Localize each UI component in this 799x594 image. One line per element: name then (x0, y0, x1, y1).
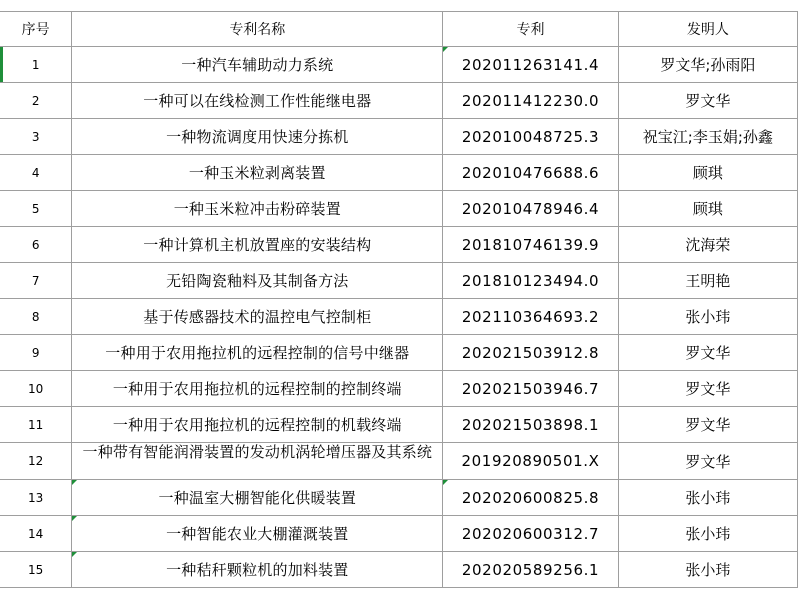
cell-no[interactable]: 14 (0, 516, 72, 552)
cell-patent-number[interactable]: 202021503898.1 (443, 407, 618, 443)
cell-patent-name[interactable]: 基于传感器技术的温控电气控制柜 (72, 299, 443, 335)
cell-inventor[interactable]: 罗文华 (618, 83, 797, 119)
cell-inventor[interactable]: 张小玮 (618, 552, 797, 588)
patent-table (0, 11, 798, 588)
cell-no[interactable]: 7 (0, 263, 72, 299)
cell-patent-name[interactable] (72, 443, 443, 480)
table-row (0, 335, 798, 371)
table-row (0, 552, 798, 588)
cell-inventor[interactable]: 祝宝江;李玉娟;孙鑫 (618, 119, 797, 155)
cell-patent-name[interactable]: 一种用于农用拖拉机的远程控制的机载终端 (72, 407, 443, 443)
cell-comment-indicator (72, 552, 77, 557)
cell-inventor[interactable]: 罗文华;孙雨阳 (618, 47, 797, 83)
cell-patent-number[interactable]: 201920890501.X (443, 443, 618, 480)
cell-inventor[interactable]: 罗文华 (618, 443, 797, 480)
cell-comment-indicator (72, 516, 77, 521)
cell-inventor[interactable]: 罗文华 (618, 371, 797, 407)
table-row (0, 263, 798, 299)
cell-patent-number[interactable]: 202020589256.1 (443, 552, 618, 588)
cell-inventor[interactable]: 张小玮 (618, 480, 797, 516)
header-cell-no[interactable]: 序号 (0, 12, 72, 47)
cell-patent-number[interactable]: 202020600825.8 (443, 480, 618, 516)
cell-comment-indicator (443, 47, 448, 52)
cell-inventor[interactable]: 罗文华 (618, 407, 797, 443)
cell-patent-name[interactable]: 一种可以在线检测工作性能继电器 (72, 83, 443, 119)
cell-patent-number[interactable]: 202021503946.7 (443, 371, 618, 407)
cell-no[interactable]: 13 (0, 480, 72, 516)
table-row (0, 443, 798, 480)
cell-patent-name[interactable]: 一种用于农用拖拉机的远程控制的控制终端 (72, 371, 443, 407)
table-row (0, 516, 798, 552)
cell-patent-name[interactable]: 一种物流调度用快速分拣机 (72, 119, 443, 155)
cell-no[interactable]: 1 (0, 47, 72, 83)
table-row (0, 299, 798, 335)
cell-patent-number[interactable]: 202011412230.0 (443, 83, 618, 119)
cell-inventor[interactable]: 罗文华 (618, 335, 797, 371)
table-row (0, 371, 798, 407)
table-row (0, 227, 798, 263)
table-row (0, 119, 798, 155)
table-row (0, 480, 798, 516)
cell-patent-name[interactable]: 一种计算机主机放置座的安装结构 (72, 227, 443, 263)
header-cell-name[interactable]: 专利名称 (72, 12, 443, 47)
cell-inventor[interactable]: 顾琪 (618, 155, 797, 191)
cell-no[interactable]: 8 (0, 299, 72, 335)
cell-patent-number[interactable]: 202010476688.6 (443, 155, 618, 191)
cell-inventor[interactable]: 顾琪 (618, 191, 797, 227)
cell-no[interactable]: 3 (0, 119, 72, 155)
cell-no[interactable]: 4 (0, 155, 72, 191)
cell-no[interactable]: 6 (0, 227, 72, 263)
cell-patent-name[interactable]: 一种玉米粒剥离装置 (72, 155, 443, 191)
cell-patent-name[interactable]: 无铅陶瓷釉料及其制备方法 (72, 263, 443, 299)
cell-patent-number[interactable]: 201810123494.0 (443, 263, 618, 299)
cell-no[interactable]: 12 (0, 443, 72, 480)
cell-no[interactable]: 15 (0, 552, 72, 588)
table-row (0, 155, 798, 191)
cell-patent-number[interactable]: 201810746139.9 (443, 227, 618, 263)
cell-patent-number[interactable]: 202110364693.2 (443, 299, 618, 335)
cell-patent-number[interactable]: 202010478946.4 (443, 191, 618, 227)
cell-no[interactable]: 9 (0, 335, 72, 371)
cell-no[interactable]: 10 (0, 371, 72, 407)
cell-patent-number[interactable]: 202021503912.8 (443, 335, 618, 371)
table-row (0, 83, 798, 119)
header-row (0, 12, 798, 47)
cell-patent-number[interactable]: 202020600312.7 (443, 516, 618, 552)
cell-inventor[interactable]: 张小玮 (618, 516, 797, 552)
header-cell-inventor[interactable]: 发明人 (618, 12, 797, 47)
cell-inventor[interactable]: 王明艳 (618, 263, 797, 299)
cell-patent-number[interactable]: 202011263141.4 (443, 47, 618, 83)
table-row (0, 47, 798, 83)
cell-no[interactable]: 5 (0, 191, 72, 227)
cell-patent-name[interactable]: 一种汽车辅助动力系统 (72, 47, 443, 83)
cell-text: 一种带有智能润滑装置的发动机涡轮增压器及其系统 (82, 443, 433, 461)
table-row (0, 191, 798, 227)
cell-no[interactable]: 2 (0, 83, 72, 119)
cell-patent-name[interactable]: 一种温室大棚智能化供暖装置 (72, 480, 443, 516)
cell-comment-indicator (72, 480, 77, 485)
cell-patent-number[interactable]: 202010048725.3 (443, 119, 618, 155)
table-row (0, 407, 798, 443)
cell-no[interactable]: 11 (0, 407, 72, 443)
cell-inventor[interactable]: 沈海荣 (618, 227, 797, 263)
cell-patent-name[interactable]: 一种用于农用拖拉机的远程控制的信号中继器 (72, 335, 443, 371)
cell-patent-name[interactable]: 一种智能农业大棚灌溉装置 (72, 516, 443, 552)
cell-patent-name[interactable]: 一种秸秆颗粒机的加料装置 (72, 552, 443, 588)
cell-comment-indicator (443, 480, 448, 485)
cell-patent-name[interactable]: 一种玉米粒冲击粉碎装置 (72, 191, 443, 227)
header-cell-patent[interactable]: 专利 (443, 12, 618, 47)
cell-inventor[interactable]: 张小玮 (618, 299, 797, 335)
